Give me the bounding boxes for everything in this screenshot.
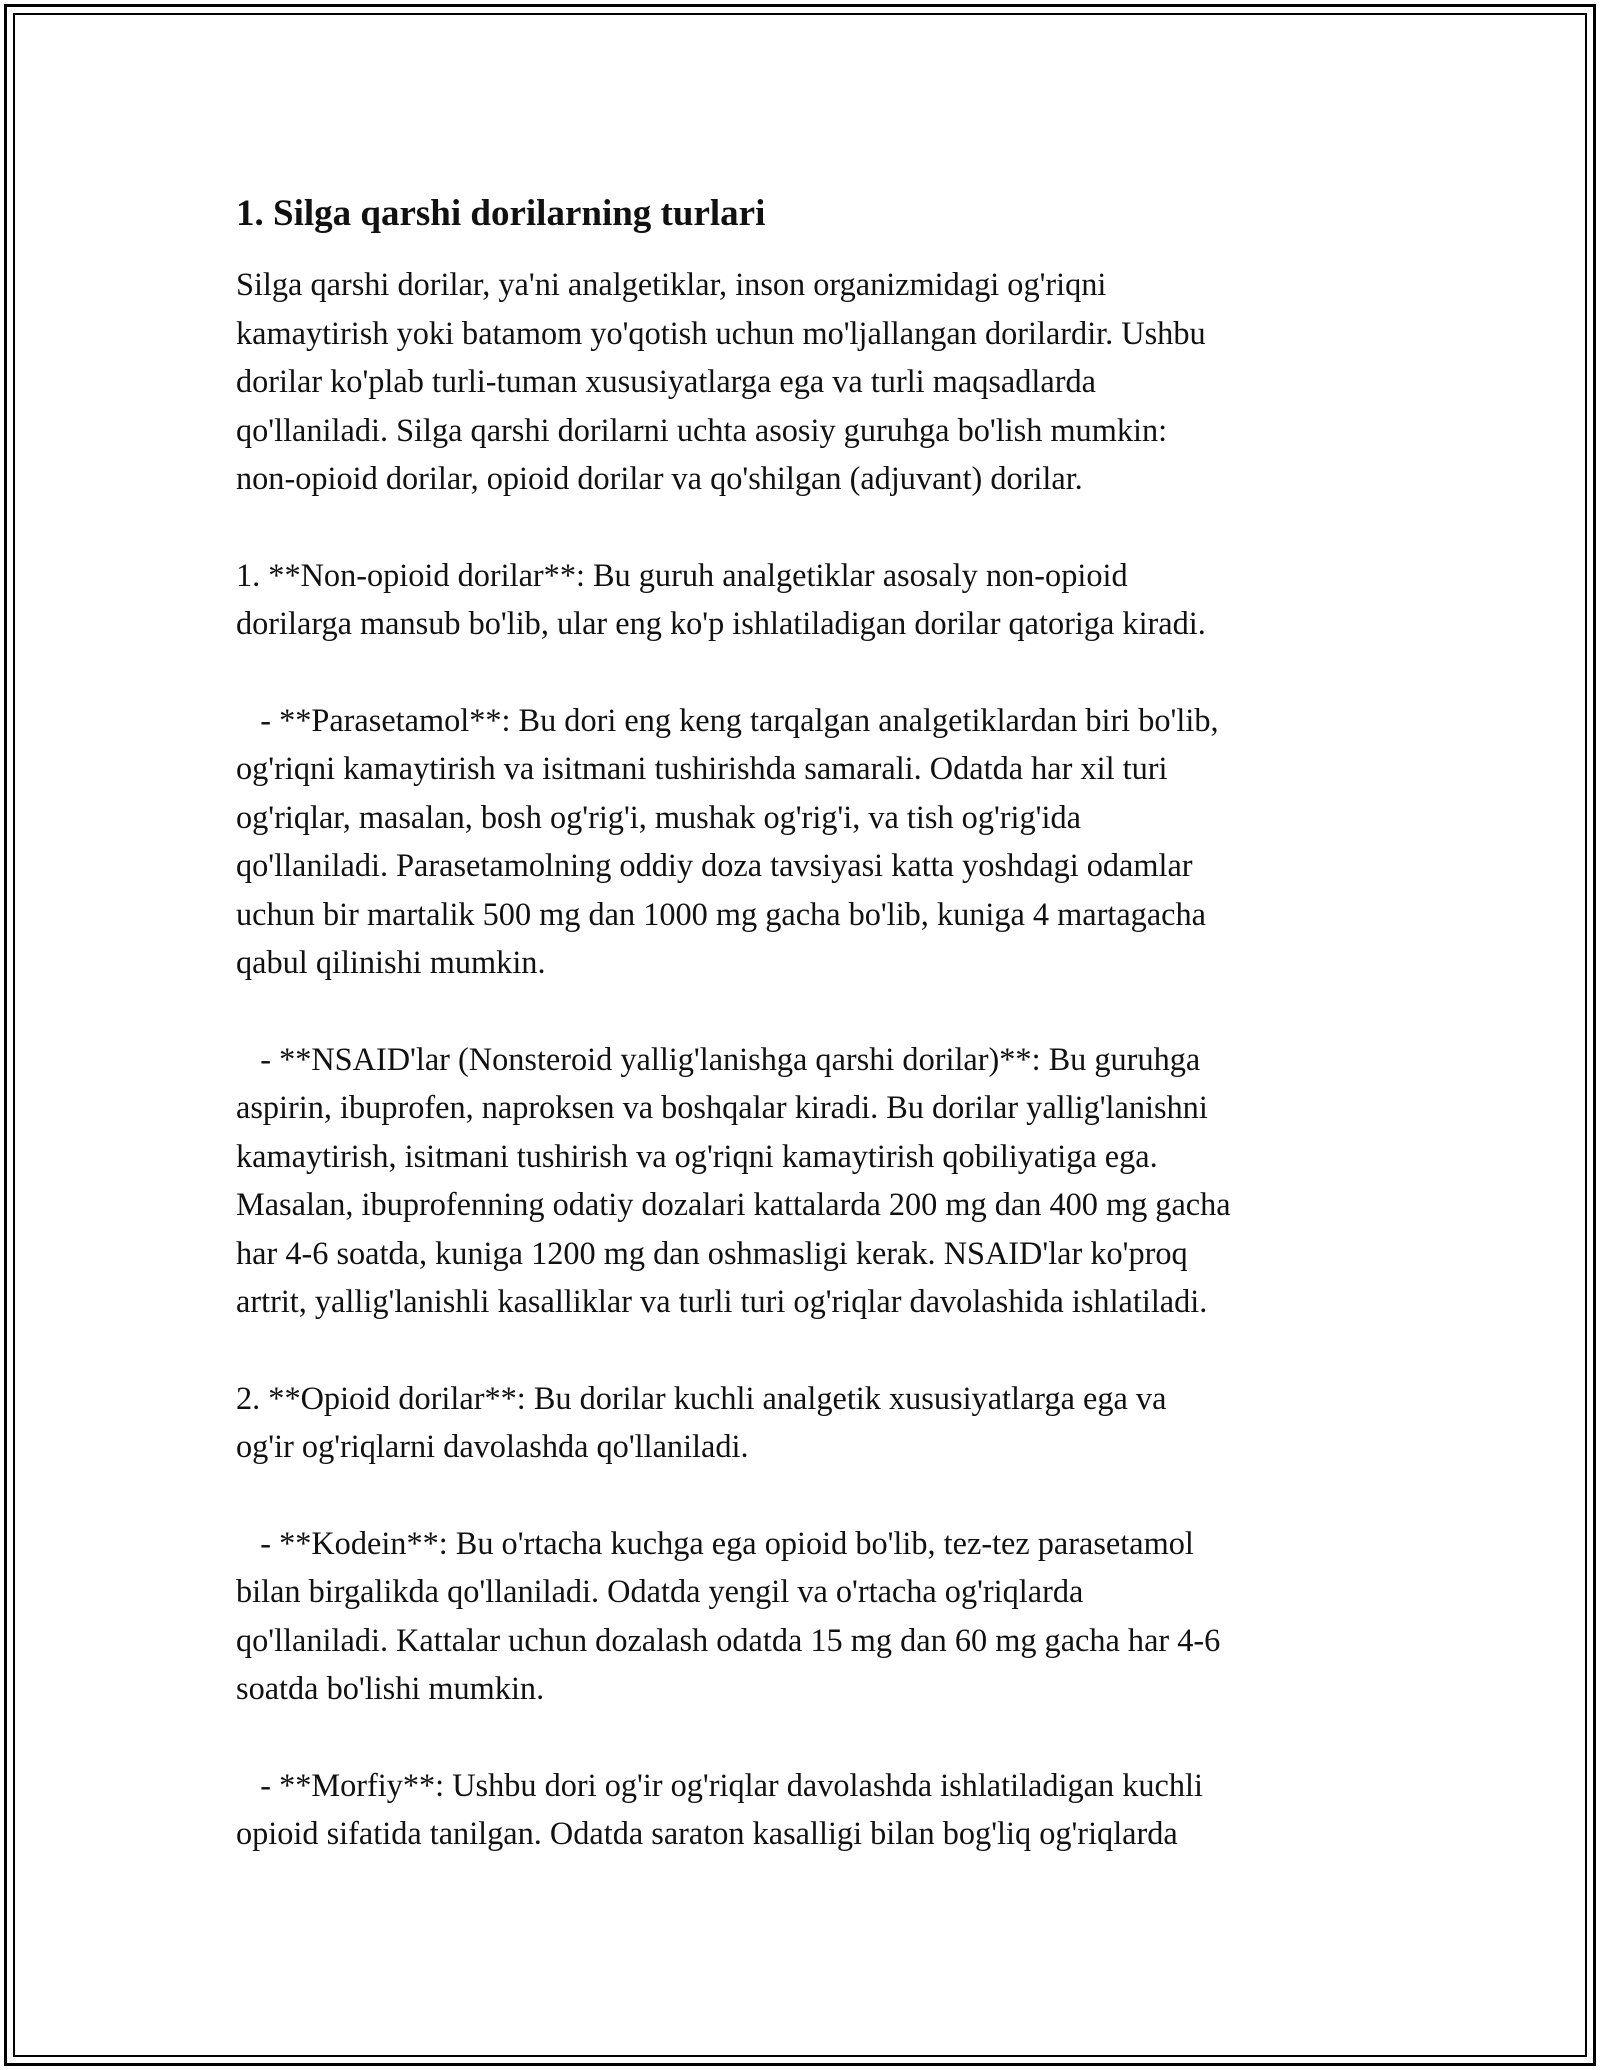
codeine-paragraph: - **Kodein**: Bu o'rtacha kuchga ega opioid bo'lib, tez-tez parasetamol bilan birgalikda qo'llaniladi. Odatda yengil va o'rtacha og'riqlarda qo'llaniladi. Kattalar uchun dozalash odatda 15 mg dan 60 mg gacha har 4-6 soatda bo'lishi mumkin. [236, 1524, 1221, 1706]
intro-paragraph: Silga qarshi dorilar, ya'ni analgetiklar, inson organizmidagi og'riqni kamaytirish yoki batamom yo'qotish uchun mo'ljallangan dorilardir. Ushbu dorilar ko'plab turli-tuman xususiyatlarga ega va turli maqsadlarda qo'llaniladi. Silga qarshi dorilarni uchta asosiy guruhga bo'lish mumkin: non-opioid dorilar, opioid dorilar va qo'shilgan (adjuvant) dorilar. [236, 266, 1206, 496]
paracetamol-paragraph: - **Parasetamol**: Bu dori eng keng tarqalgan analgetiklardan biri bo'lib, og'riqni kamaytirish va isitmani tushirishda samarali. Odatda har xil turi og'riqlar, masalan, bosh og'rig'i, mushak og'rig'i, va tish og'rig'ida qo'llaniladi. Parasetamolning oddiy doza tavsiyasi katta yoshdagi odamlar uchun bir martalik 500 mg dan 1000 mg gacha bo'lib, kuniga 4 martagacha qabul qilinishi mumkin. [236, 701, 1219, 980]
section-heading: 1. Silga qarshi dorilarning turlari [236, 193, 766, 234]
non-opioid-paragraph: 1. **Non-opioid dorilar**: Bu guruh analgetiklar asosaly non-opioid dorilarga mansub bo'lib, ular eng ko'p ishlatiladigan dorilar qatoriga kiradi. [236, 556, 1206, 641]
opioid-paragraph: 2. **Opioid dorilar**: Bu dorilar kuchli analgetik xususiyatlarga ega va og'ir og'riqlarni davolashda qo'llaniladi. [236, 1379, 1167, 1464]
nsaid-paragraph: - **NSAID'lar (Nonsteroid yallig'lanishga qarshi dorilar)**: Bu guruhga aspirin, ibuprofen, naproksen va boshqalar kiradi. Bu dorilar yallig'lanishni kamaytirish, isitmani tushirish va og'riqni kamaytirish qobiliyatiga ega. Masalan, ibuprofenning odatiy dozalari kattalarda 200 mg dan 400 mg gacha har 4-6 soatda, kuniga 1200 mg dan oshmasligi kerak. NSAID'lar ko'proq artrit, yallig'lanishli kasalliklar va turli turi og'riqlar davolashida ishlatiladi. [236, 1040, 1231, 1319]
morphine-paragraph: - **Morfiy**: Ushbu dori og'ir og'riqlar davolashda ishlatiladigan kuchli opioid sifatida tanilgan. Odatda saraton kasalligi bilan bog'liq og'riqlarda [236, 1766, 1203, 1851]
document-body [236, 186, 1376, 1858]
